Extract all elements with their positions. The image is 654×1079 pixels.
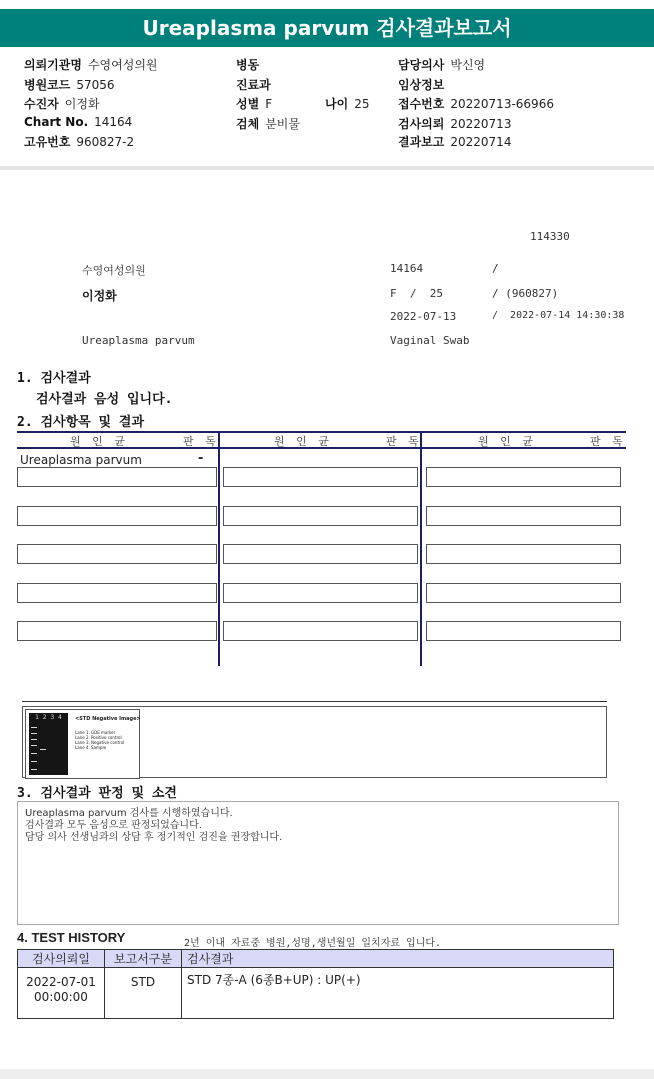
- info-ward: 병동: [236, 58, 260, 72]
- info-specimen: 검체 분비물: [236, 117, 300, 131]
- grid-divider-1: [218, 431, 220, 666]
- gel-marker-band: [31, 761, 37, 762]
- col-header-judgment-1: 판 독: [183, 435, 220, 448]
- summary-slash: /: [492, 262, 499, 275]
- col-header-organism-3: 원 인 균: [478, 435, 537, 448]
- col-header-judgment-3: 판 독: [590, 435, 627, 448]
- opinion-line-1: Ureaplasma parvum 검사를 시행하였습니다.: [25, 808, 233, 819]
- summary-patient-name: 이정화: [82, 289, 117, 303]
- result-box: [426, 467, 621, 487]
- info-receipt: 접수번호 20220713-66966: [398, 97, 554, 111]
- gel-positive-band: [40, 749, 46, 750]
- opinion-text: [25, 808, 282, 844]
- info-clinical: 임상정보: [398, 78, 445, 92]
- grid-divider-2: [420, 431, 422, 666]
- gel-legend: [75, 730, 124, 750]
- result-box: [223, 583, 418, 603]
- gel-marker-band: [31, 745, 37, 746]
- gel-legend-lane-4: Lane 4. Sample: [75, 745, 107, 750]
- gel-marker-band: [31, 753, 37, 754]
- section3-title: 3. 검사결과 판정 및 소견: [17, 786, 177, 801]
- result-box: [426, 583, 621, 603]
- col-header-organism-2: 원 인 균: [274, 435, 333, 448]
- opinion-line-2: 검사결과 모두 음성으로 판정되었습니다.: [25, 820, 202, 831]
- info-doctor: 담당의사 박신영: [398, 58, 486, 72]
- gel-legend-lane-2: Lane 2. Positive control: [75, 735, 122, 740]
- gel-marker-band: [31, 769, 37, 770]
- result-box: [426, 506, 621, 526]
- gel-legend-lane-3: Lane 3. Negative control: [75, 740, 125, 745]
- opinion-line-3: 담당 의사 선생님과의 상담 후 정기적인 검진을 권장합니다.: [25, 832, 283, 843]
- history-cell-type: STD: [105, 968, 182, 1019]
- history-time: 00:00:00: [34, 990, 88, 1004]
- section2-title: 2. 검사항목 및 결과: [17, 415, 145, 430]
- info-institution: 의뢰기관명 수영여성의원: [24, 58, 158, 72]
- result-box: [426, 621, 621, 641]
- section4-title: 4. TEST HISTORY: [17, 930, 126, 945]
- result-box: [17, 583, 217, 603]
- gel-marker-band: [31, 739, 37, 740]
- section1-title: 1. 검사결과: [17, 371, 91, 386]
- test-item-result: -: [198, 451, 204, 466]
- col-header-organism-1: 원 인 균: [70, 435, 129, 448]
- history-row: [18, 968, 614, 1019]
- summary-code: 114330: [530, 230, 570, 243]
- info-chart-no: Chart No. 14164: [24, 115, 133, 129]
- summary-birth: / (960827): [492, 287, 559, 300]
- history-cell-date: [18, 968, 105, 1019]
- report-title: Ureaplasma parvum 검사결과보고서: [142, 16, 512, 40]
- history-note: 2년 이내 자료중 병원,성명,생년월일 일치자료 입니다.: [184, 938, 442, 949]
- gel-image-title: <STD Negative Image>: [75, 716, 141, 722]
- summary-specimen: Vaginal Swab: [390, 334, 470, 347]
- summary-institution: 수영여성의원: [82, 264, 146, 277]
- result-box: [17, 544, 217, 564]
- info-unique-no: 고유번호 960827-2: [24, 135, 135, 149]
- summary-sex-age: F / 25: [390, 287, 443, 300]
- history-col-report-type: 보고서구분: [105, 950, 182, 968]
- info-request-date: 검사의뢰 20220713: [398, 117, 512, 131]
- test-item-name: Ureaplasma parvum: [20, 453, 142, 467]
- info-age: 나이 25: [325, 97, 370, 111]
- history-date: 2022-07-01: [26, 975, 96, 989]
- result-box: [223, 621, 418, 641]
- page-bottom-bar: [0, 1069, 654, 1079]
- gel-legend-lane-1: Lane 1. GDE marker: [75, 730, 116, 735]
- info-patient: 수진자 이정화: [24, 97, 100, 111]
- result-box: [426, 544, 621, 564]
- summary-request-date: 2022-07-13: [390, 310, 457, 323]
- info-department: 진료과: [236, 78, 271, 92]
- history-col-result: 검사결과: [182, 950, 614, 968]
- gel-marker-band: [31, 733, 37, 734]
- info-hospital-code: 병원코드 57056: [24, 78, 115, 92]
- result-box: [223, 544, 418, 564]
- gel-marker-band: [31, 727, 37, 728]
- section1-result-text: 검사결과 음성 입니다.: [36, 392, 173, 407]
- result-box: [17, 506, 217, 526]
- info-report-date: 결과보고 20220714: [398, 135, 512, 149]
- col-header-judgment-2: 판 독: [386, 435, 423, 448]
- summary-chart-no: 14164: [390, 262, 424, 275]
- header-separator: [0, 166, 654, 170]
- gel-electrophoresis-image: [29, 713, 68, 775]
- result-box: [17, 621, 217, 641]
- summary-test-name: Ureaplasma parvum: [82, 334, 195, 347]
- summary-report-datetime: / 2022-07-14 14:30:38: [492, 310, 625, 321]
- gel-lane-numbers: 1 2 3 4: [35, 714, 62, 721]
- history-header-row: [18, 950, 614, 968]
- info-sex: 성별 F: [236, 97, 273, 111]
- history-table: [17, 949, 614, 1019]
- history-cell-result: STD 7종-A (6종B+UP) : UP(+): [182, 968, 614, 1019]
- history-col-request-date: 검사의뢰일: [18, 950, 105, 968]
- result-box: [223, 506, 418, 526]
- gel-top-rule: [22, 701, 607, 702]
- result-box: [223, 467, 418, 487]
- result-box: [17, 467, 217, 487]
